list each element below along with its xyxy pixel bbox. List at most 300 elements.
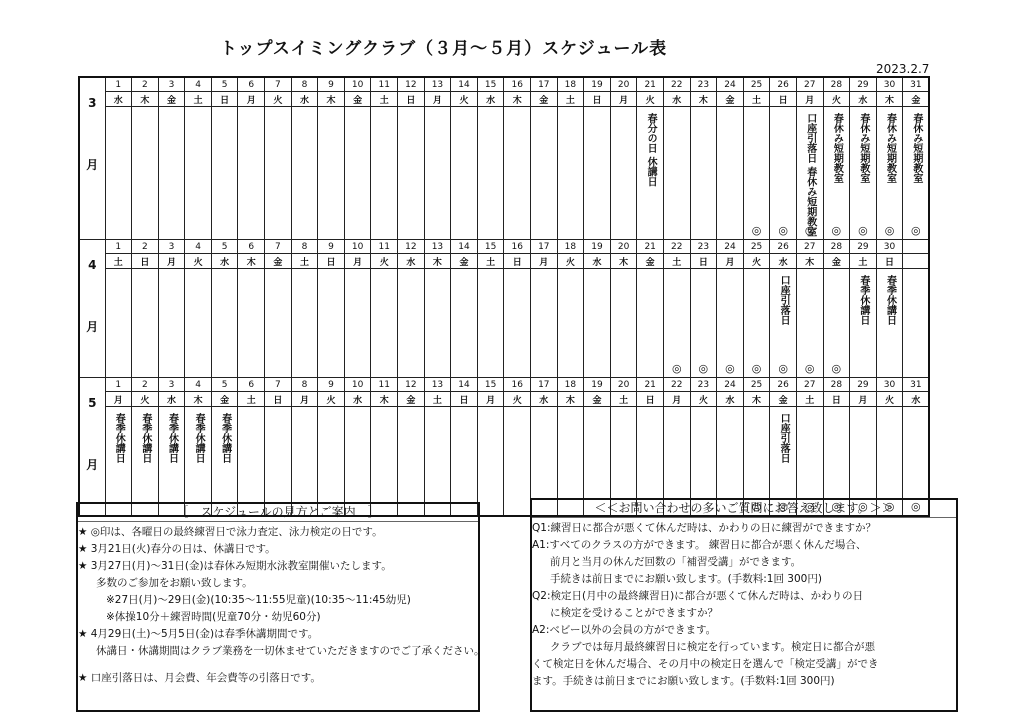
weekday: 土 [610,392,637,407]
day-cell [557,269,584,378]
weekday: 土 [557,92,584,107]
day-number: 10 [344,77,371,92]
weekday: 月 [344,254,371,269]
day-cell [584,269,611,378]
test-day-cell [796,107,823,240]
weekday: 火 [637,92,664,107]
day-cell [132,107,159,240]
day-number: 22 [663,77,690,92]
weekday: 土 [185,92,212,107]
weekday: 水 [211,254,238,269]
day-note: 口座引落日 春休み短期教室 [804,113,816,237]
weekday: 金 [903,92,930,107]
day-cell [398,269,425,378]
weekday: 金 [637,254,664,269]
day-note: 春季休講日 [884,275,896,326]
guide-line: ★ 3月21日(火)春分の日は、休講日です。 [78,543,276,555]
weekday: 土 [424,392,451,407]
day-number: 28 [823,77,850,92]
weekday: 金 [451,254,478,269]
day-note: 春季休講日 [219,413,231,464]
day-note: 春休み短期教室 [831,113,843,183]
day-cell [477,407,504,517]
day-cell [265,269,292,378]
day-number: 16 [504,240,531,254]
weekday: 木 [318,92,345,107]
day-cell [344,107,371,240]
day-note: 春季休講日 [193,413,205,464]
weekday: 火 [557,254,584,269]
weekday: 日 [504,254,531,269]
weekday: 日 [876,254,903,269]
faq-line: A2:ベビー以外の会員の方ができます。 [532,624,717,636]
day-number: 25 [743,240,770,254]
day-cell [424,407,451,517]
day-cell [451,269,478,378]
day-cell [238,407,265,517]
day-number: 2 [132,240,159,254]
weekday: 月 [158,254,185,269]
day-cell [105,407,132,517]
weekday: 金 [823,254,850,269]
day-number: 31 [903,378,930,392]
weekday: 水 [903,392,930,407]
weekday: 月 [291,392,318,407]
test-day-cell [690,269,717,378]
day-number: 13 [424,77,451,92]
weekday: 水 [158,392,185,407]
day-cell [132,407,159,517]
day-cell [398,407,425,517]
day-number: 26 [770,378,797,392]
faq-line: ます。手続きは前日までにお願い致します。(手数料:1回 300円) [532,675,835,687]
day-cell [185,107,212,240]
day-number: 29 [850,378,877,392]
day-note: 春季休講日 [857,275,869,326]
day-cell [424,269,451,378]
weekday: 月 [796,92,823,107]
day-note: 春休み短期教室 [857,113,869,183]
day-number: 28 [823,240,850,254]
month-kanji: 月 [86,458,99,473]
day-number: 5 [211,240,238,254]
day-number: 27 [796,378,823,392]
day-number: 3 [158,240,185,254]
month-number: 3 [88,96,97,110]
day-number: 27 [796,77,823,92]
weekday: 木 [876,92,903,107]
day-cell [531,107,558,240]
faq-line: に検定を受けることができますか？ [550,607,718,619]
weekday: 日 [398,92,425,107]
day-cell [105,107,132,240]
day-cell [504,107,531,240]
day-note: 口座引落日 [778,275,790,326]
day-cell [291,107,318,240]
day-cell [265,407,292,517]
month-kanji: 月 [86,320,99,335]
weekday: 月 [717,254,744,269]
day-number: 9 [318,77,345,92]
day-number: 25 [743,378,770,392]
weekday: 木 [185,392,212,407]
test-day-cell [903,107,930,240]
day-cell [663,107,690,240]
day-cell [610,269,637,378]
day-number: 26 [770,77,797,92]
day-note: 春季休講日 [113,413,125,464]
day-number: 3 [158,378,185,392]
guide-line: ★ 3月27日(月)～31日(金)は春休み短期水泳教室開催いたします。 [78,560,392,572]
day-number: 18 [557,378,584,392]
faq-header: ＜＜お問い合わせの多いご質問にお答え致します。＞＞ [532,500,956,518]
day-cell [344,407,371,517]
guide-box [76,502,485,712]
day-number: 4 [185,240,212,254]
test-day-cell [850,107,877,240]
guide-line: ★ 4月29日(土)～5月5日(金)は春季休講期間です。 [78,628,319,640]
day-number: 4 [185,378,212,392]
test-day-cell [743,269,770,378]
weekday: 金 [158,92,185,107]
day-cell [371,407,398,517]
day-number: 15 [477,240,504,254]
day-number: 13 [424,240,451,254]
month-number: 5 [88,396,97,411]
weekday: 木 [132,92,159,107]
day-number: 3 [158,77,185,92]
weekday: 火 [132,392,159,407]
weekday: 水 [770,254,797,269]
day-number: 16 [504,378,531,392]
day-number: 31 [903,77,930,92]
weekday: 金 [531,92,558,107]
weekday: 火 [451,92,478,107]
day-number: 20 [610,240,637,254]
day-cell [105,269,132,378]
weekday: 水 [291,92,318,107]
day-number: 2 [132,77,159,92]
weekday: 土 [291,254,318,269]
weekday: 水 [398,254,425,269]
day-number: 7 [265,378,292,392]
guide-line: ★ 口座引落日は、月会費、年会費等の引落日です。 [78,672,321,684]
weekday: 木 [690,92,717,107]
month-kanji: 月 [86,158,99,172]
weekday: 日 [132,254,159,269]
day-number: 21 [637,240,664,254]
day-number: 24 [717,240,744,254]
weekday: 火 [318,392,345,407]
day-cell [344,269,371,378]
weekday: 月 [531,254,558,269]
weekday: 土 [796,392,823,407]
day-cell [158,269,185,378]
weekday: 日 [637,392,664,407]
weekday: 火 [185,254,212,269]
weekday: 土 [371,92,398,107]
day-number: 5 [211,378,238,392]
day-note: 口座引落日 [778,413,790,464]
day-number: 23 [690,240,717,254]
schedule-table [78,76,930,517]
day-cell [504,407,531,517]
day-number: 6 [238,77,265,92]
faq-line: A1:すべてのクラスの方ができます。 練習日に都合が悪く休んだ場合、 [532,539,867,551]
weekday: 月 [477,392,504,407]
day-cell [318,407,345,517]
day-number: 12 [398,378,425,392]
weekday: 火 [743,254,770,269]
day-cell [291,407,318,517]
month-label [79,240,105,378]
weekday: 金 [770,392,797,407]
day-cell [451,407,478,517]
weekday: 木 [371,392,398,407]
faq-line: Q1:練習日に都合が悪くて休んだ時は、かわりの日に練習ができますか？ [532,522,876,534]
day-number: 17 [531,378,558,392]
faq-line: Q2:検定日(月中の最終練習日)に都合が悪くて休んだ時は、かわりの日 [532,590,864,602]
weekday: 土 [663,254,690,269]
weekday: 金 [717,92,744,107]
day-number: 20 [610,77,637,92]
day-cell [610,107,637,240]
day-number: 11 [371,378,398,392]
day-number: 11 [371,77,398,92]
weekday: 水 [663,92,690,107]
empty-cell [903,254,930,269]
month-label [79,378,105,517]
day-number: 14 [451,240,478,254]
day-cell [477,269,504,378]
weekday: 日 [584,92,611,107]
day-cell [238,269,265,378]
day-cell [504,269,531,378]
weekday: 金 [265,254,292,269]
test-day-cell [717,269,744,378]
day-cell [850,269,877,378]
day-number: 13 [424,378,451,392]
weekday: 月 [850,392,877,407]
day-number: 11 [371,240,398,254]
faq-line: 手続きは前日までにお願い致します。(手数料:1回 300円) [550,573,822,585]
day-number: 9 [318,378,345,392]
day-cell [371,107,398,240]
month-number: 4 [88,258,97,273]
weekday: 土 [743,92,770,107]
weekday: 金 [344,92,371,107]
day-cell [132,269,159,378]
weekday: 土 [105,254,132,269]
day-note: 春休み短期教室 [910,113,922,183]
day-cell [398,107,425,240]
day-number: 16 [504,77,531,92]
weekday: 木 [557,392,584,407]
day-number: 21 [637,378,664,392]
day-number: 7 [265,240,292,254]
weekday: 月 [424,92,451,107]
day-cell [211,107,238,240]
guide-line: 休講日・休講期間はクラブ業務を一切休ませていただきますのでご了承ください。 [96,645,485,657]
weekday: 木 [610,254,637,269]
day-cell [265,107,292,240]
day-number: 28 [823,378,850,392]
weekday: 水 [344,392,371,407]
day-cell [158,107,185,240]
weekday: 土 [850,254,877,269]
guide-line: ※27日(月)～29日(金)(10:35～11:55児童)(10:35～11:45幼児) [106,594,411,606]
weekday: 木 [796,254,823,269]
test-day-cell [663,269,690,378]
day-number: 17 [531,240,558,254]
empty-cell [903,240,930,254]
day-cell [371,269,398,378]
guide-line: ★ ◎印は、各曜日の最終練習日で泳力査定、泳力検定の日です。 [78,526,383,538]
day-number: 21 [637,77,664,92]
faq-line: くて検定日を休んだ場合、その月中の検定日を選んで「検定受講」ができ [532,658,879,670]
day-number: 1 [105,240,132,254]
day-cell [690,107,717,240]
day-cell [477,107,504,240]
day-number: 19 [584,378,611,392]
faq-line: クラブでは毎月最終練習日に検定を行っています。検定日に都合が悪 [550,641,875,653]
weekday: 金 [211,392,238,407]
day-number: 30 [876,378,903,392]
guide-header: ［ スケジュールの見方とご案内 ］ [78,504,478,522]
day-number: 12 [398,240,425,254]
weekday: 土 [477,254,504,269]
weekday: 日 [690,254,717,269]
day-number: 25 [743,77,770,92]
day-number: 15 [477,77,504,92]
weekday: 日 [770,92,797,107]
day-number: 17 [531,77,558,92]
day-number: 30 [876,240,903,254]
day-number: 24 [717,378,744,392]
day-cell [318,107,345,240]
faq-line: 前月と当月の休んだ回数の「補習受講」ができます。 [550,556,802,568]
day-number: 14 [451,77,478,92]
day-note: 春季休講日 [166,413,178,464]
weekday: 月 [610,92,637,107]
day-number: 14 [451,378,478,392]
weekday: 日 [823,392,850,407]
weekday: 水 [531,392,558,407]
day-cell [238,107,265,240]
weekday: 日 [318,254,345,269]
weekday: 土 [238,392,265,407]
test-day-cell [770,107,797,240]
test-day-cell [770,269,797,378]
day-note: 春分の日 休講日 [645,113,657,187]
day-cell [876,269,903,378]
day-cell [424,107,451,240]
day-number: 8 [291,240,318,254]
day-number: 8 [291,378,318,392]
day-cell [211,269,238,378]
weekday: 日 [211,92,238,107]
faq-box [530,498,958,712]
day-cell [318,269,345,378]
day-number: 1 [105,77,132,92]
day-number: 2 [132,378,159,392]
weekday: 木 [238,254,265,269]
day-number: 18 [557,240,584,254]
day-number: 22 [663,240,690,254]
weekday: 火 [504,392,531,407]
day-number: 20 [610,378,637,392]
day-number: 7 [265,77,292,92]
weekday: 火 [823,92,850,107]
month-label [79,77,105,240]
day-number: 24 [717,77,744,92]
day-number: 9 [318,240,345,254]
weekday: 月 [105,392,132,407]
weekday: 火 [371,254,398,269]
day-note: 春休み短期教室 [884,113,896,183]
weekday: 火 [690,392,717,407]
weekday: 火 [876,392,903,407]
day-number: 27 [796,240,823,254]
test-day-cell [823,269,850,378]
weekday: 木 [743,392,770,407]
day-number: 18 [557,77,584,92]
weekday: 火 [265,92,292,107]
day-cell [717,107,744,240]
weekday: 木 [504,92,531,107]
test-day-cell [796,269,823,378]
day-number: 6 [238,240,265,254]
weekday: 木 [424,254,451,269]
day-cell [637,107,664,240]
weekday: 水 [850,92,877,107]
weekday: 日 [451,392,478,407]
weekday: 水 [105,92,132,107]
weekday: 日 [265,392,292,407]
day-number: 10 [344,240,371,254]
day-cell [185,407,212,517]
day-number: 29 [850,77,877,92]
issue-date: 2023.2.7 [876,62,930,76]
day-note: 春季休講日 [139,413,151,464]
test-day-cell [876,107,903,240]
day-cell [158,407,185,517]
day-number: 10 [344,378,371,392]
weekday: 金 [584,392,611,407]
empty-cell [903,269,930,378]
day-number: 19 [584,77,611,92]
day-cell [637,269,664,378]
weekday: 月 [663,392,690,407]
day-number: 22 [663,378,690,392]
day-number: 4 [185,77,212,92]
weekday: 水 [584,254,611,269]
day-number: 8 [291,77,318,92]
day-cell [185,269,212,378]
day-number: 23 [690,77,717,92]
page-title: トップスイミングクラブ（３月～５月）スケジュール表 [220,39,668,59]
weekday: 月 [238,92,265,107]
day-cell [211,407,238,517]
day-number: 1 [105,378,132,392]
guide-line: ※体操10分＋練習時間(児童70分・幼児60分) [106,611,321,623]
day-number: 15 [477,378,504,392]
day-number: 26 [770,240,797,254]
day-number: 12 [398,77,425,92]
day-number: 5 [211,77,238,92]
day-number: 19 [584,240,611,254]
test-day-cell [743,107,770,240]
